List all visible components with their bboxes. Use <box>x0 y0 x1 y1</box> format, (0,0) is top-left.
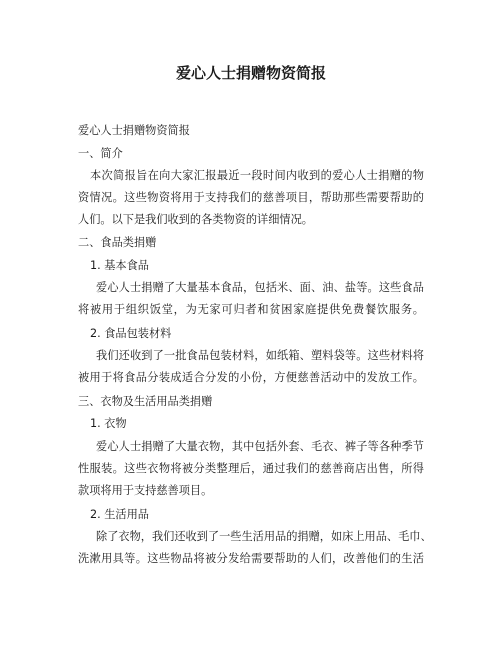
basic-food-paragraph-line: 将被用于组织饭堂，为无家可归者和贫困家庭提供免费餐饮服务。 <box>78 303 424 316</box>
intro-paragraph-line: 本次简报旨在向大家汇报最近一段时间内收到的爱心人士捐赠的物 <box>90 169 424 182</box>
document-subtitle: 爱心人士捐赠物资简报 <box>78 124 190 137</box>
subsection-heading-clothes: 1. 衣物 <box>90 417 127 430</box>
clothes-paragraph-line: 款项将用于支持慈善项目。 <box>78 484 213 497</box>
daily-goods-paragraph-line: 洗漱用具等。这些物品将被分发给需要帮助的人们，改善他们的生活 <box>78 552 424 565</box>
subsection-heading-packaging: 2. 食品包装材料 <box>90 327 172 340</box>
section-heading-clothing: 三、衣物及生活用品类捐赠 <box>78 395 213 408</box>
basic-food-paragraph-line: 爱心人士捐赠了大量基本食品，包括米、面、油、盐等。这些食品 <box>96 281 424 294</box>
document-title: 爱心人士捐赠物资简报 <box>175 64 326 82</box>
daily-goods-paragraph-line: 除了衣物，我们还收到了一些生活用品的捐赠，如床上用品、毛巾、 <box>96 530 432 543</box>
intro-paragraph-line: 资情况。这些物资将用于支持我们的慈善项目，帮助那些需要帮助的 <box>78 191 424 204</box>
packaging-paragraph-line: 被用于将食品分装成适合分发的小份，方便慈善活动中的发放工作。 <box>78 371 424 384</box>
section-heading-intro: 一、简介 <box>78 147 123 160</box>
section-heading-food: 二、食品类捐赠 <box>78 236 157 249</box>
subsection-heading-daily-goods: 2. 生活用品 <box>90 508 149 521</box>
clothes-paragraph-line: 爱心人士捐赠了大量衣物，其中包括外套、毛衣、裤子等各种季节 <box>96 440 424 453</box>
subsection-heading-basic-food: 1. 基本食品 <box>90 259 149 272</box>
packaging-paragraph-line: 我们还收到了一批食品包装材料，如纸箱、塑料袋等。这些材料将 <box>96 349 424 362</box>
intro-paragraph-line: 人们。以下是我们收到的各类物资的详细情况。 <box>78 213 313 226</box>
clothes-paragraph-line: 性服装。这些衣物将被分类整理后，通过我们的慈善商店出售，所得 <box>78 462 424 475</box>
